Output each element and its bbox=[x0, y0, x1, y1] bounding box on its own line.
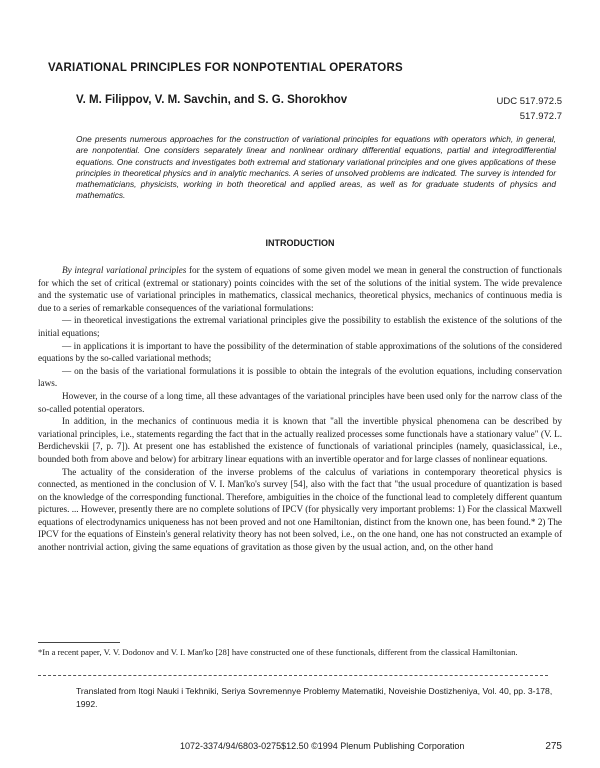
paragraph: — in theoretical investigations the extremal variational principles give the possibility to establish the existence of the solutions of the initial equations; bbox=[38, 315, 562, 338]
abstract: One presents numerous approaches for the construction of variational principles for equations with operators which, in general, are nonpotential. One considers separately linear and nonlinear ordinary differential equations, partial and integrodifferential equations. One constructs and investigates both extremal and stationary variational principles and one gives applications of these principles in theoretical physics and in analytic mechanics. A series of unsolved problems are indicated. The survey is intended for mathematicians, physicists, working in both theoretical and applied areas, as well as for graduate students of physics and mathematics. bbox=[76, 134, 556, 201]
paragraph-lead: By integral variational principles bbox=[62, 265, 187, 275]
udc-line-1: UDC 517.972.5 bbox=[496, 96, 562, 107]
udc-block bbox=[497, 94, 562, 124]
authors: V. M. Filippov, V. M. Savchin, and S. G. Shorokhov bbox=[76, 94, 348, 106]
paragraph: In addition, in the mechanics of continuous media it is known that "all the invertible physical phenomena can be described by variational principles, i.e., statements regarding the fact that in the actually realized processes some functionals have a stationary value" (V. L. Berdichevskii [7, p. 7]). At present one has established the existence of functionals of variational principles (namely, quasiclassical, i.e., bounded both from above and below) for arbitrary linear equations with an invertible operator and for large classes of nonlinear equations. bbox=[38, 416, 562, 464]
copyright-line: 1072-3374/94/6803-0275$12.50 ©1994 Plenum Publishing Corporation bbox=[180, 741, 465, 751]
paragraph: However, in the course of a long time, all these advantages of the variational principles have been used only for the narrow class of the so-called potential operators. bbox=[38, 390, 562, 414]
body-text bbox=[38, 264, 562, 554]
paragraph: — in applications it is important to have the possibility of the determination of stable approximations of the solutions of the considered equations by the so-called variational methods; bbox=[38, 340, 562, 364]
page-number: 275 bbox=[545, 741, 562, 752]
footnote-divider bbox=[38, 642, 120, 643]
paper-title: VARIATIONAL PRINCIPLES FOR NONPOTENTIAL OPERATORS bbox=[48, 62, 403, 74]
paragraph: The actuality of the consideration of the inverse problems of the calculus of variations in contemporary theoretical physics is connected, as mentioned in the conclusion of V. I. Man'ko's survey [54], also with the fact that "the usual procedure of quantization is based on the knowledge of the corresponding functional. Therefore, ambiguities in the choice of the functional lead to completely different quantum pictures. ... However, presently there are no complete solutions of IPCV (for physically very important problems: 1) For the classical Maxwell equations of electrodynamics uniqueness has not been proved and not one Hamiltonian, distinct from the known one, has been found.* 2) The IPCV for the equations of Einstein's general relativity theory has not been solved, i.e., on the one hand, one has not constructed an example of another nontrivial action, giving the same equations of gravitation as those given by the usual action, and, on the other hand bbox=[38, 466, 562, 553]
paragraph: — on the basis of the variational formulations it is possible to obtain the integrals of the evolution equations, including conservation laws. bbox=[38, 365, 562, 389]
section-heading: INTRODUCTION bbox=[265, 238, 335, 248]
translation-divider bbox=[38, 675, 548, 676]
translation-note: Translated from Itogi Nauki i Tekhniki, Seriya Sovremennye Problemy Matematiki, Noveishie Dostizheniya, Vol. 40, pp. 3-178, 1992. bbox=[76, 686, 553, 709]
footnote: *In a recent paper, V. V. Dodonov and V. I. Man'ko [28] have constructed one of these functionals, different from the classical Hamiltonian. bbox=[38, 647, 518, 657]
udc-line-2: 517.972.7 bbox=[519, 111, 562, 122]
paragraph: By integral variational principles for the system of equations of some given model we mean in general the construction of functionals for which the set of critical (extremal or stationary) points coincides with the set of the solutions of the initial system. The wide prevalence and the systematic use of variational principles in mathematics, classical mechanics, theoretical physics, mechanics of continuous media is due to a series of remarkable consequences of the variational formulations: bbox=[38, 265, 562, 313]
